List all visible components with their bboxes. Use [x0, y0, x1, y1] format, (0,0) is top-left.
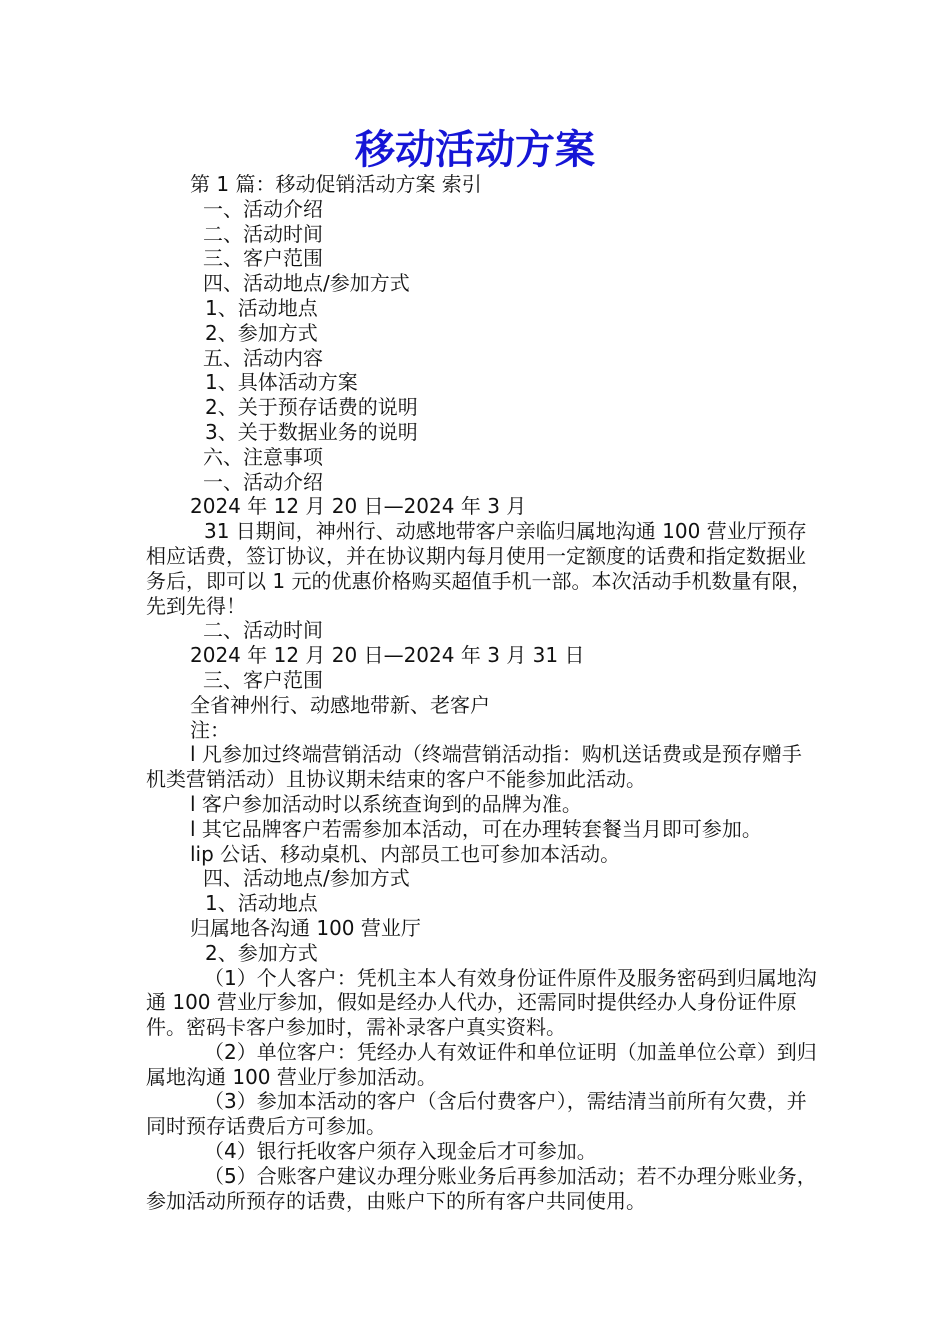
toc-item: 五、活动内容 [203, 345, 323, 370]
toc-item: 四、活动地点/参加方式 [203, 271, 410, 296]
document-title: 移动活动方案 [355, 127, 595, 173]
paragraph: （2）单位客户：凭经办人有效证件和单位证明（加盖单位公章）到归属地沟通 100 营业厅参加活动。 [146, 1039, 817, 1089]
subsection-heading: 1、活动地点 [205, 891, 318, 916]
date-line: 2024 年 12 月 20 日—2024 年 3 月 [190, 494, 527, 519]
paragraph: （4）银行托收客户须存入现金后才可参加。 [204, 1139, 597, 1164]
document-body [146, 172, 818, 1213]
toc-subitem: 1、具体活动方案 [205, 370, 358, 395]
chapter-heading: 第 1 篇：移动促销活动方案 索引 [190, 172, 482, 196]
section-heading: 四、活动地点/参加方式 [203, 866, 410, 891]
toc-item: 一、活动介绍 [203, 196, 323, 221]
note-item: l 凡参加过终端营销活动（终端营销活动指：购机送话费或是预存赠手机类营销活动）且协议期未结束的客户不能参加此活动。 [146, 742, 802, 792]
date-line: 2024 年 12 月 20 日—2024 年 3 月 31 日 [190, 643, 585, 668]
paragraph: （1）个人客户：凭机主本人有效身份证件原件及服务密码到归属地沟通 100 营业厅参加，假如是经办人代办，还需同时提供经办人身份证件原件。密码卡客户参加时，需补录客户真实资料。 [146, 965, 817, 1040]
note-item: l 其它品牌客户若需参加本活动，可在办理转套餐当月即可参加。 [190, 816, 762, 841]
toc-subitem: 2、参加方式 [205, 320, 318, 345]
note-item: lip 公话、移动桌机、内部员工也可参加本活动。 [190, 841, 621, 866]
toc-subitem: 1、活动地点 [205, 295, 318, 320]
toc-item: 二、活动时间 [203, 221, 323, 246]
toc-item: 六、注意事项 [203, 444, 323, 469]
paragraph: 全省神州行、动感地带新、老客户 [190, 692, 490, 717]
note-label: 注： [190, 717, 230, 742]
section-heading: 二、活动时间 [203, 618, 323, 643]
section-heading: 一、活动介绍 [203, 469, 323, 494]
paragraph: 31 日期间，神州行、动感地带客户亲临归属地沟通 100 营业厅预存相应话费，签订协议，并在协议期内每月使用一定额度的话费和指定数据业务后，即可以 1 元的优惠价格购买超值手机一部。本次活动手机数量有限，先到先得！ [146, 519, 812, 618]
paragraph: 归属地各沟通 100 营业厅 [190, 915, 421, 940]
paragraph: （3）参加本活动的客户（含后付费客户），需结清当前所有欠费，并同时预存话费后方可参加。 [146, 1089, 807, 1139]
paragraph: （5）合账客户建议办理分账业务后再参加活动；若不办理分账业务，参加活动所预存的话费，由账户下的所有客户共同使用。 [146, 1163, 817, 1213]
toc-subitem: 2、关于预存话费的说明 [205, 395, 418, 420]
note-item: l 客户参加活动时以系统查询到的品牌为准。 [190, 791, 582, 816]
subsection-heading: 2、参加方式 [205, 940, 318, 965]
toc-item: 三、客户范围 [203, 246, 323, 271]
toc-subitem: 3、关于数据业务的说明 [205, 419, 418, 444]
section-heading: 三、客户范围 [203, 667, 323, 692]
